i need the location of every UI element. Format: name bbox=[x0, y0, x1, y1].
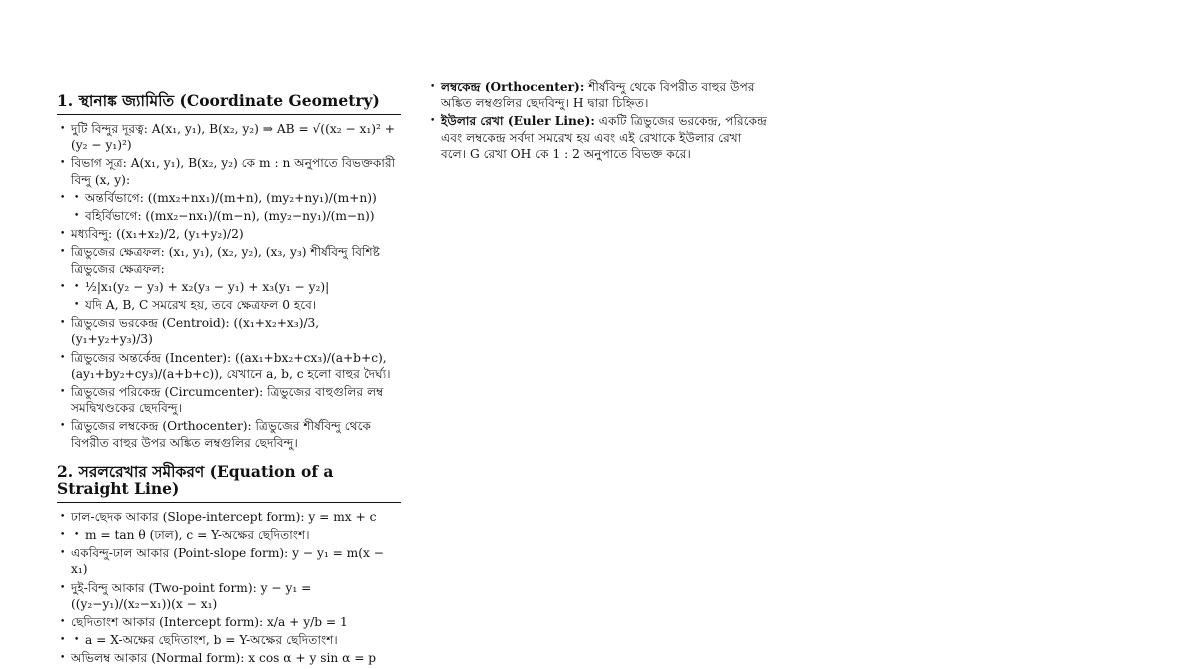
sub-list-wrapper bbox=[57, 279, 401, 313]
sub-list-wrapper bbox=[57, 190, 401, 224]
slope-sublist bbox=[57, 527, 401, 543]
list-item: • • ½|x₁(y₂ − y₃) + x₂(y₃ − y₁) + x₃(y₁ − y₂)| bbox=[57, 279, 401, 295]
list-item: • ত্রিভুজের পরিকেন্দ্র (Circumcenter): ত্রিভুজের বাহুগুলির লম্ব সমদ্বিখণ্ডকের ছেদবিন্দু। bbox=[57, 384, 401, 416]
list-item: • যদি A, B, C সমরেখ হয়, তবে ক্ষেত্রফল 0 হবে। bbox=[57, 297, 401, 313]
orthocenter-label: লম্বকেন্দ্র (Orthocenter): bbox=[441, 80, 585, 94]
orthocenter-text: শীর্ষবিন্দু থেকে বিপরীত বাহুর উপর অঙ্কিত লম্বগুলির ছেদবিন্দু। H দ্বারা চিহ্নিত। bbox=[441, 80, 755, 111]
list-item: • বিভাগ সূত্র: A(x₁, y₁), B(x₂, y₂) কে m : n অনুপাতে বিভক্তকারী বিন্দু (x, y): bbox=[57, 155, 401, 187]
list-item-orthocenter bbox=[427, 79, 767, 111]
section-title-coordinate-geometry: 1. স্থানাঙ্ক জ্যামিতি (Coordinate Geometry) bbox=[57, 92, 401, 115]
left-column bbox=[57, 92, 401, 669]
euler-line-text: একটি ত্রিভুজের ভরকেন্দ্র, পরিকেন্দ্র এবং লম্বকেন্দ্র সর্বদা সমরেখ হয় এবং এই রেখাকে ইউলার রেখা বলে। G রেখা OH কে 1 : 2 অনুপাতে বিভক্ত করে। bbox=[441, 114, 768, 161]
sub-list-wrapper bbox=[57, 527, 401, 543]
list-item: • ছেদিতাংশ আকার (Intercept form): x/a + y/b = 1 bbox=[57, 614, 401, 630]
section-title-straight-line: 2. সরলরেখার সমীকরণ (Equation of a Straight Line) bbox=[57, 463, 401, 503]
list-item: • ত্রিভুজের ভরকেন্দ্র (Centroid): ((x₁+x₂+x₃)/3, (y₁+y₂+y₃)/3) bbox=[57, 315, 401, 347]
sub-list-wrapper bbox=[57, 632, 401, 648]
right-column bbox=[427, 79, 767, 164]
list-item: • দুই-বিন্দু আকার (Two-point form): y − y₁ = ((y₂−y₁)/(x₂−x₁))(x − x₁) bbox=[57, 580, 401, 612]
list-item: • মধ্যবিন্দু: ((x₁+x₂)/2, (y₁+y₂)/2) bbox=[57, 226, 401, 242]
euler-line-label: ইউলার রেখা (Euler Line): bbox=[441, 114, 595, 129]
area-sublist bbox=[57, 279, 401, 313]
list-item: • দুটি বিন্দুর দূরত্ব: A(x₁, y₁), B(x₂, y₂) ⇒ AB = √((x₂ − x₁)² + (y₂ − y₁)²) bbox=[57, 121, 401, 153]
list-item: • ত্রিভুজের লম্বকেন্দ্র (Orthocenter): ত্রিভুজের শীর্ষবিন্দু থেকে বিপরীত বাহুর উপর অঙ্কিত লম্বগুলির ছেদবিন্দু। bbox=[57, 418, 401, 450]
section-formula-sublist bbox=[57, 190, 401, 224]
list-item: • • a = X-অক্ষের ছেদিতাংশ, b = Y-অক্ষের ছেদিতাংশ। bbox=[57, 632, 401, 648]
list-item: • • m = tan θ (ঢাল), c = Y-অক্ষের ছেদিতাংশ। bbox=[57, 527, 401, 543]
list-item: • ঢাল-ছেদক আকার (Slope-intercept form): y = mx + c bbox=[57, 509, 401, 525]
list-item: • একবিন্দু-ঢাল আকার (Point-slope form): y − y₁ = m(x − x₁) bbox=[57, 545, 401, 577]
list-item: • • অন্তর্বিভাগে: ((mx₂+nx₁)/(m+n), (my₂+ny₁)/(m+n)) bbox=[57, 190, 401, 206]
list-item: • ত্রিভুজের ক্ষেত্রফল: (x₁, y₁), (x₂, y₂), (x₃, y₃) শীর্ষবিন্দু বিশিষ্ট ত্রিভুজের ক্ষেত্রফল: bbox=[57, 244, 401, 276]
coordinate-geometry-list bbox=[57, 121, 401, 451]
list-item: • বহির্বিভাগে: ((mx₂−nx₁)/(m−n), (my₂−ny₁)/(m−n)) bbox=[57, 208, 401, 224]
straight-line-list bbox=[57, 509, 401, 667]
list-item: • অভিলম্ব আকার (Normal form): x cos α + y sin α = p bbox=[57, 650, 401, 666]
intercept-sublist bbox=[57, 632, 401, 648]
centers-list bbox=[427, 79, 767, 162]
list-item: • ত্রিভুজের অন্তর্কেন্দ্র (Incenter): ((ax₁+bx₂+cx₃)/(a+b+c), (ay₁+by₂+cy₃)/(a+b+c)), যেখানে a, b, c হলো বাহুর দৈর্ঘ্য। bbox=[57, 350, 401, 382]
list-item-euler-line bbox=[427, 113, 767, 162]
